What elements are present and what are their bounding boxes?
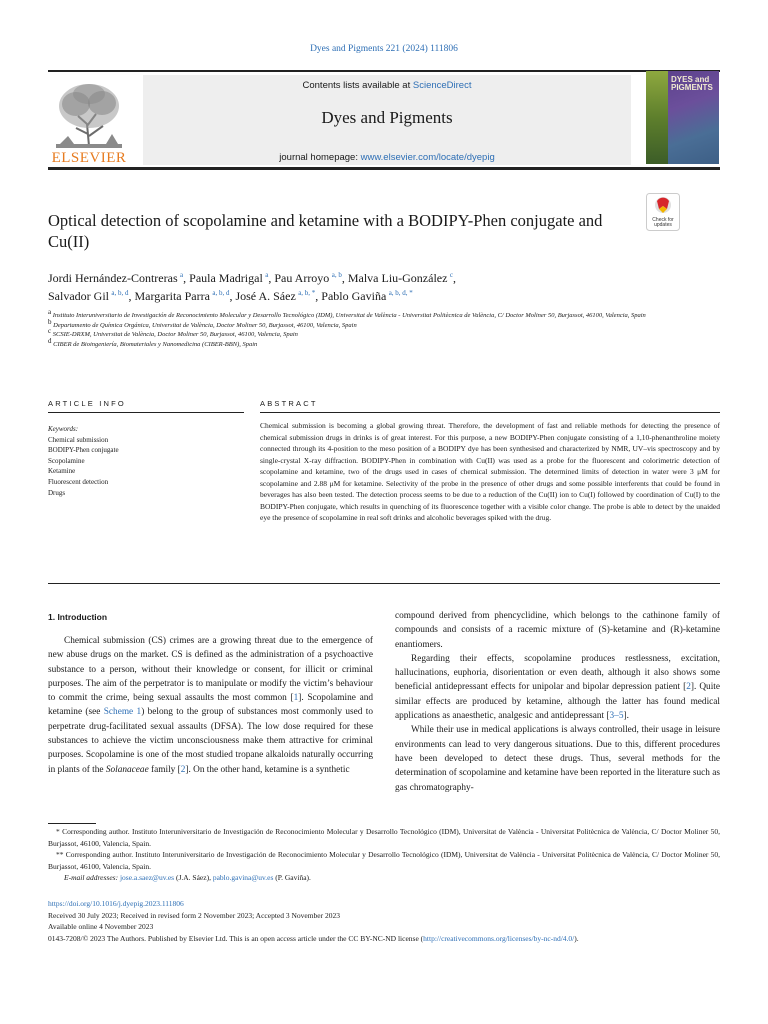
sciencedirect-link[interactable]: ScienceDirect — [412, 80, 472, 91]
text-run: ) belong to the group of substances most commonly used to perpetrate drug-facilitated sexual assaults (DFSA). The low dose required for these substances to achieve the victim unconsciousness make them attractive for criminal purposes. Scopolamine is one of the most studied tropane alkaloids naturally occurring in plants of the — [48, 707, 373, 775]
body-column-left — [48, 634, 373, 777]
text-run: ). — [574, 933, 579, 943]
citation-link-2b[interactable]: 2 — [686, 682, 691, 693]
affiliation-mark: b — [48, 317, 52, 326]
available-online: Available online 4 November 2023 — [48, 922, 154, 932]
author-affiliation-marks[interactable]: a — [265, 271, 269, 279]
abstract-rule — [260, 412, 720, 413]
doi-link[interactable]: https://doi.org/10.1016/j.dyepig.2023.111806 — [48, 899, 184, 908]
text-run: ]. Scopolamine and ketamine (see — [48, 693, 373, 718]
author-name: José A. Sáez — [235, 289, 296, 303]
elsevier-wordmark[interactable]: ELSEVIER — [51, 150, 127, 166]
author-affiliation-marks[interactable]: a, b, d — [212, 289, 230, 297]
contents-line — [143, 80, 631, 91]
intro-paragraph-1 — [48, 634, 373, 777]
text-run: ]. — [623, 711, 629, 722]
keyword: Scopolamine — [48, 456, 85, 465]
journal-cover-image[interactable] — [646, 71, 719, 164]
text-run: family [ — [148, 764, 181, 775]
scheme-1-link[interactable]: Scheme 1 — [103, 707, 142, 718]
abstract-text: Chemical submission is becoming a global growing threat. Therefore, the development of fast and reliable methods for detecting the presence of chemical submission drugs in drinks is of great interest. For this purpose, a new BODIPY-Phen conjugate consisting of a 1,10-phenanthroline moiety connected through its 4-position to the meso position of a BODIPY dye has been synthesised and characterized by NMR, UV–vis spectroscopy and by single-crystal X-ray diffraction. BODIPY-Phen in combination with Cu(II) was used as a probe for the fluorescent and colorimetric detection of scopolamine and ketamine, two of the drugs used in cases of chemical submission. The determined limits of detection in water were 3 μM for scopolamine and 2.88 μM for ketamine. Selectivity of the probe in the presence of other drugs and some possible interferents that could be found in beverages has also been tested. The detection process seems to be due to a reduction of the Cu(II) ion to Cu(I) followed by coordination of Cu(I) to the BODIPY-Phen conjugate, which results in quenching of its fluorescence together with a visible color change. The probe is able to detect by the unaided eye the presence of scopolamine in real soft drinks and alcoholic beverages spiked with the drug. — [260, 421, 720, 522]
body-column-right — [395, 609, 720, 795]
corresponding-author-1: * Corresponding author. Instituto Interuniversitario de Investigación de Reconocimiento Molecular y Desarrollo Tecnológico (IDM), Universitat de València - Universitat Politècnica de València, C/ Doctor Moliner 50, Burjassot, 46100, Valencia, Spain. — [48, 827, 720, 848]
check-for-updates-icon[interactable] — [646, 193, 680, 231]
keyword: Fluorescent detection — [48, 477, 109, 486]
publication-info — [48, 898, 720, 944]
author-name: Pau Arroyo — [274, 271, 330, 285]
homepage-link[interactable]: www.elsevier.com/locate/dyepig — [360, 152, 495, 163]
author[interactable] — [274, 271, 342, 285]
author-affiliation-marks[interactable]: a, b, d, * — [388, 289, 413, 297]
citation-link-1[interactable]: 1 — [293, 693, 299, 704]
text-run: (J.A. Sáez), — [174, 873, 213, 883]
article-info-rule — [48, 412, 244, 413]
author-name: Malva Liu-González — [347, 271, 448, 285]
homepage-line — [143, 152, 631, 163]
email-label: E-mail addresses: — [64, 873, 120, 883]
text-run: Chemical submission (CS) crimes are a growing threat due to the emergence of new abuse drugs on the market. CS is defined as the administration of a psychoactive substance to a person, without their knowledge or consent, for illicit or criminal purposes. The aim of the perpetrator is to manipulate or modify the victim’s behaviour to commit the crime, being sexual assaults the most common [ — [48, 636, 373, 704]
author[interactable] — [321, 289, 413, 303]
intro-paragraph-2 — [395, 652, 720, 723]
article-title: Optical detection of scopolamine and ketamine with a BODIPY-Phen conjugate and Cu(II) — [48, 211, 603, 251]
keyword: BODIPY-Phen conjugate — [48, 446, 119, 455]
text-run: ]. On the other hand, ketamine is a synthetic — [185, 764, 350, 775]
author-affiliation-marks[interactable]: a, b, * — [298, 289, 316, 297]
journal-name: Dyes and Pigments — [321, 108, 453, 127]
corresponding-author-2: ** Corresponding author. Instituto Interuniversitario de Investigación de Reconocimiento Molecular y Desarrollo Tecnológico (IDM), Universitat de València - Universitat Politècnica de València, C/ Doctor Moliner 50, Burjassot, 46100, Valencia, Spain. — [48, 850, 720, 871]
keywords-block — [48, 424, 244, 498]
keyword-list — [48, 435, 244, 499]
keyword: Chemical submission — [48, 435, 109, 444]
journal-reference[interactable]: Dyes and Pigments 221 (2024) 111806 — [310, 44, 458, 54]
text-run: Regarding their effects, scopolamine produces restlessness, excitation, hallucinations, euphoria, disorientation or even death, although it also shows some beneficial antidepressant effects for unipolar and bipolar depression patient [ — [395, 653, 720, 693]
author[interactable] — [135, 289, 230, 303]
abstract-heading: ABSTRACT — [260, 399, 318, 408]
citation-link-2[interactable]: 2 — [180, 764, 186, 775]
homepage-prefix: journal homepage: — [279, 152, 361, 163]
text-run: (P. Gaviña). — [273, 873, 311, 883]
affiliation — [48, 317, 720, 331]
license-statement — [48, 933, 720, 945]
abstract-bottom-rule — [48, 583, 720, 584]
citation-link-3-5[interactable]: 3–5 — [609, 711, 624, 722]
author[interactable] — [348, 271, 453, 285]
introduction-heading: 1. Introduction — [48, 612, 108, 622]
text-run: 0143-7208/© 2023 The Authors. Published by Elsevier Ltd. This is an open access article under the CC BY-NC-ND license ( — [48, 933, 424, 943]
author-list: Jordi Hernández-Contreras $^a$, Paula Madrigal $^a$, Pau Arroyo $^{a, b}$, Malva Liu-González $^c$, Salvador Gil $^{a, b, d}$, Margarita Parra $^{a, b, d}$, José A. Sáez $^{a, b, *}$, Pablo Gaviña $^{a, b, d, *}$ — [48, 271, 456, 303]
author[interactable] — [48, 289, 129, 303]
intro-paragraph-3: While their use in medical applications is always controlled, their usage in leisure environments can lead to very dangerous situations. Due to this, different procedures have been developed to detect these drugs. Thus, several methods for the determination of scopolamine and ketamine have been reported in the literature such as gas chromatography- — [395, 725, 720, 793]
license-link[interactable]: http://creativecommons.org/licenses/by-nc-nd/4.0/ — [423, 933, 575, 943]
header-bottom-rule — [48, 167, 720, 170]
author-affiliation-marks[interactable]: c — [449, 271, 453, 279]
author[interactable] — [189, 271, 268, 285]
header-top-rule — [48, 70, 720, 72]
affiliation-text: SCSIE-DRXM, Universitat de València, Doctor Moliner 50, Burjassot, 46100, Valencia, Spain — [52, 331, 298, 339]
email-link-saez[interactable]: jose.a.saez@uv.es — [119, 873, 175, 883]
check-updates-text-1: Check for — [652, 217, 674, 223]
cover-band — [646, 71, 668, 164]
received-dates: Received 30 July 2023; Received in revised form 2 November 2023; Accepted 3 November 2023 — [48, 910, 341, 920]
affiliation — [48, 307, 720, 321]
author[interactable] — [48, 271, 183, 285]
cover-title: DYES and PIGMENTS — [671, 75, 713, 92]
email-link-gavina[interactable]: pablo.gavina@uv.es — [212, 873, 274, 883]
author-name: Salvador Gil — [48, 289, 109, 303]
author-affiliation-marks[interactable]: a, b, d — [111, 289, 129, 297]
affiliation-mark: c — [48, 327, 52, 336]
author-name: Paula Madrigal — [189, 271, 263, 285]
affiliation-text: Instituto Interuniversitario de Investigación de Reconocimiento Molecular y Desarrollo Tecnológico (IDM), Universitat de València - Universitat Politècnica de València, C/ Doctor Moliner 50, Burjassot, 46100, Valencia, Spain — [52, 312, 646, 319]
affiliation — [48, 327, 720, 340]
affiliation-mark: a — [48, 307, 52, 316]
contents-prefix: Contents lists available at — [302, 80, 413, 91]
check-updates-text-2: updates — [654, 222, 672, 228]
keywords-label: Keywords: — [48, 425, 79, 433]
footnote-rule — [48, 823, 96, 824]
author-affiliation-marks[interactable]: a — [180, 271, 184, 279]
text-run: ]. Quite similar effects are produced by ketamine, although the latter has found medical applications as anaesthetic, analgesic and antidepressant [ — [395, 682, 720, 722]
author-name: Margarita Parra — [134, 289, 210, 303]
email-addresses — [48, 872, 720, 884]
intro-paragraph-1-continued: compound derived from phencyclidine, which belongs to the cathinone family of compounds and consists of a racemic mixture of (S)-ketamine and (R)-ketamine enantiomers. — [395, 611, 720, 650]
affiliation-mark: d — [48, 336, 52, 345]
keyword: Drugs — [48, 488, 66, 497]
keyword: Ketamine — [48, 467, 76, 476]
solanaceae-term: Solanaceae — [105, 764, 149, 775]
footnotes — [48, 826, 720, 884]
affiliation-text: CIBER de Bioingeniería, Biomateriales y Nanomedicina (CIBER-BBN), Spain — [53, 340, 258, 348]
article-info-heading: ARTICLE INFO — [48, 399, 126, 408]
author-name: Pablo Gaviña — [321, 289, 387, 303]
author[interactable] — [235, 289, 315, 303]
author-name: Jordi Hernández-Contreras — [48, 271, 178, 285]
affiliation-list — [48, 307, 720, 349]
author-affiliation-marks[interactable]: a, b — [331, 271, 342, 279]
affiliation-text: Departamento de Química Orgánica, Universitat de València, Doctor Moliner 50, Burjassot, 46100, Valencia, Spain — [53, 321, 357, 329]
affiliation — [48, 336, 720, 350]
